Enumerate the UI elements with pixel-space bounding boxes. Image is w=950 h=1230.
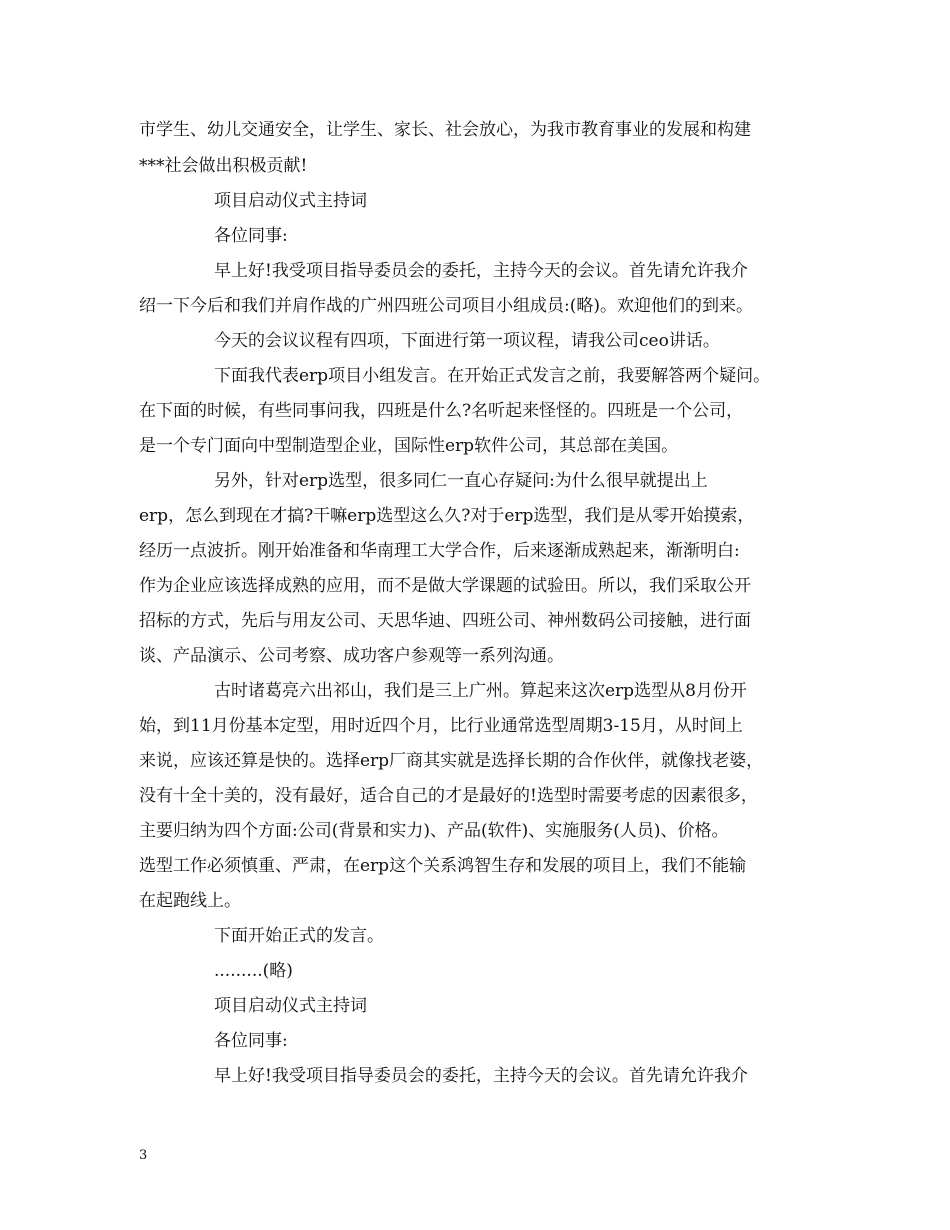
text-line: 早上好!我受项目指导委员会的委托，主持今天的会议。首先请允许我介 <box>214 261 748 281</box>
text-line: 招标的方式，先后与用友公司、天思华迪、四班公司、神州数码公司接触，进行面 <box>139 611 751 631</box>
omission-line: .........(略) <box>214 961 293 981</box>
text-line: 选型工作必须慎重、严肃，在erp这个关系鸿智生存和发展的项目上，我们不能输 <box>139 856 747 876</box>
text-line: 绍一下今后和我们并肩作战的广州四班公司项目小组成员:(略)。欢迎他们的到来。 <box>139 296 753 316</box>
section-heading: 项目启动仪式主持词 <box>214 996 367 1016</box>
salutation: 各位同事: <box>214 226 288 246</box>
text-line: 今天的会议议程有四项，下面进行第一项议程，请我公司ceo讲话。 <box>214 331 720 351</box>
text-line: 下面开始正式的发言。 <box>214 926 384 946</box>
text-line: ***社会做出积极贡献! <box>139 156 308 176</box>
text-line: 作为企业应该选择成熟的应用，而不是做大学课题的试验田。所以，我们采取公开 <box>139 576 751 596</box>
text-line: 在起跑线上。 <box>139 891 241 911</box>
section-heading: 项目启动仪式主持词 <box>214 191 367 211</box>
text-line: 早上好!我受项目指导委员会的委托，主持今天的会议。首先请允许我介 <box>214 1066 748 1086</box>
text-line: 另外，针对erp选型，很多同仁一直心存疑问:为什么很早就提出上 <box>214 471 708 491</box>
salutation: 各位同事: <box>214 1031 288 1051</box>
text-line: 下面我代表erp项目小组发言。在开始正式发言之前，我要解答两个疑问。 <box>214 366 771 386</box>
text-line: 始，到11月份基本定型，用时近四个月，比行业通常选型周期3-15月，从时间上 <box>139 716 743 736</box>
text-line: erp，怎么到现在才搞?干嘛erp选型这么久?对于erp选型，我们是从零开始摸索， <box>139 506 755 526</box>
text-line: 经历一点波折。刚开始准备和华南理工大学合作，后来逐渐成熟起来，渐渐明白: <box>139 541 740 561</box>
text-line: 古时诸葛亮六出祁山，我们是三上广州。算起来这次erp选型从8月份开 <box>214 681 747 701</box>
text-line: 是一个专门面向中型制造型企业，国际性erp软件公司，其总部在美国。 <box>139 436 679 456</box>
text-line: 在下面的时候，有些同事问我，四班是什么?名听起来怪怪的。四班是一个公司， <box>139 401 744 421</box>
text-line: 谈、产品演示、公司考察、成功客户参观等一系列沟通。 <box>139 646 564 666</box>
page-number: 3 <box>139 1148 148 1163</box>
text-line: 来说，应该还算是快的。选择erp厂商其实就是选择长期的合作伙伴，就像找老婆， <box>139 751 764 771</box>
text-line: 市学生、幼儿交通安全，让学生、家长、社会放心，为我市教育事业的发展和构建 <box>139 120 751 140</box>
text-line: 没有十全十美的，没有最好，适合自己的才是最好的!选型时需要考虑的因素很多， <box>139 786 758 806</box>
text-line: 主要归纳为四个方面:公司(背景和实力)、产品(软件)、实施服务(人员)、价格。 <box>139 821 729 841</box>
